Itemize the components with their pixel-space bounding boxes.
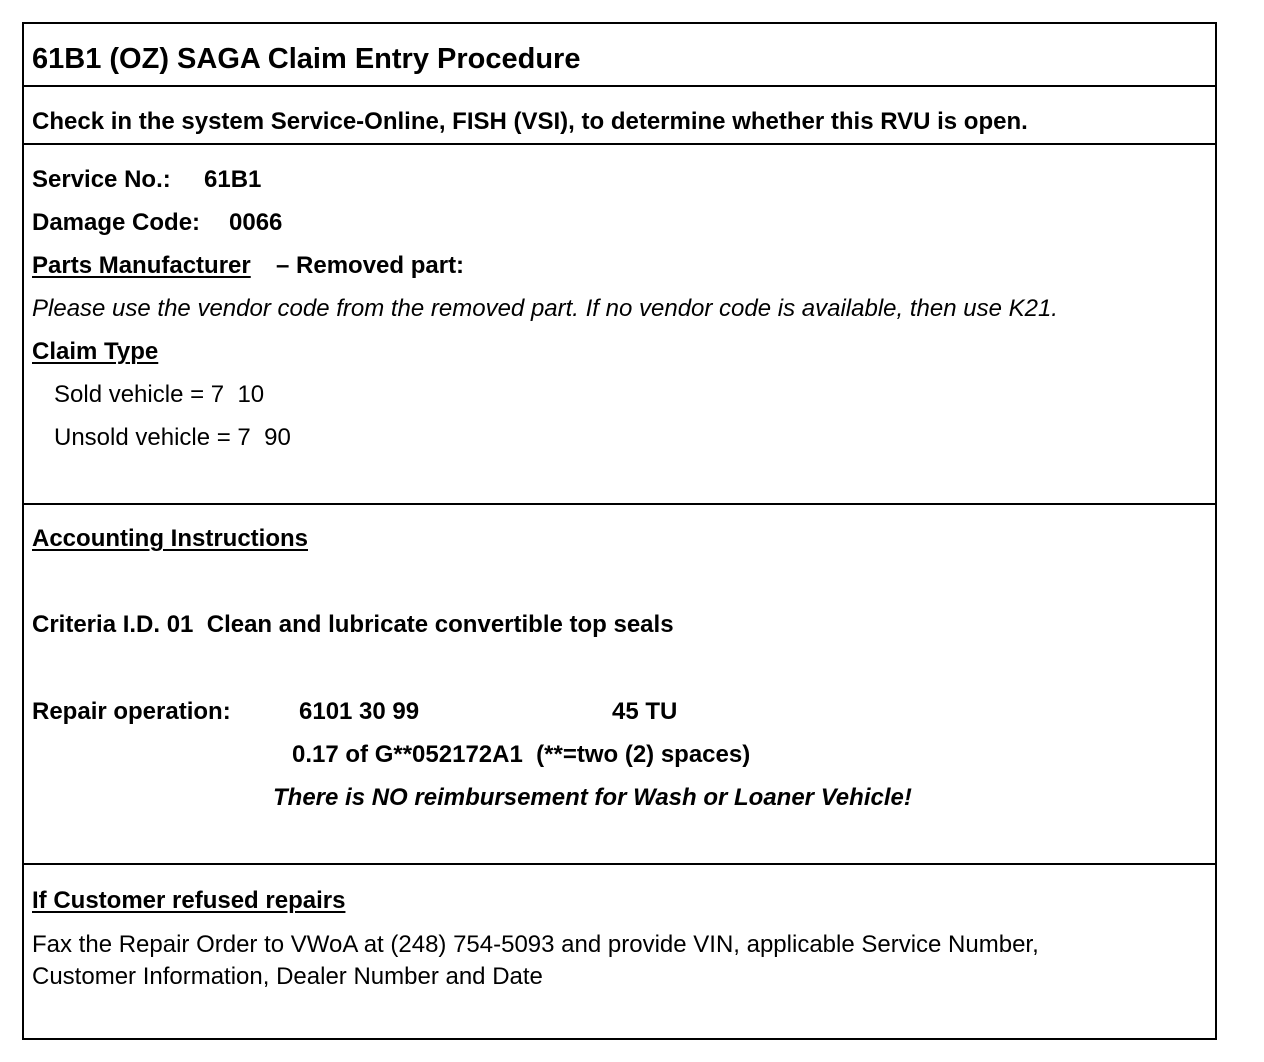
details-row [24, 145, 1215, 505]
refused-row [24, 865, 1215, 1038]
page-title: 61B1 (OZ) SAGA Claim Entry Procedure [32, 43, 581, 75]
repair-operation-tu: 45 TU [612, 698, 678, 725]
damage-code-value: 0066 [229, 209, 283, 236]
parts-manufacturer-suffix: – Removed part: [276, 252, 465, 279]
check-row [24, 87, 1215, 145]
repair-operation-code: 6101 30 99 [299, 698, 420, 725]
damage-code-label: Damage Code: [32, 209, 201, 236]
accounting-heading: Accounting Instructions [32, 525, 308, 552]
refused-heading: If Customer refused repairs [32, 887, 346, 914]
vendor-note: Please use the vendor code from the removed part. If no vendor code is available, then use K21. [32, 295, 1058, 322]
part-number-line: 0.17 of G**052172A1 (**=two (2) spaces) [292, 741, 751, 768]
service-no-label: Service No.: [32, 166, 171, 193]
service-no-value: 61B1 [204, 166, 262, 193]
refused-instruction-line1: Fax the Repair Order to VWoA at (248) 754-5093 and provide VIN, applicable Service Number, [32, 931, 1039, 958]
parts-manufacturer-label: Parts Manufacturer [32, 252, 251, 279]
sold-vehicle-line: Sold vehicle = 7 10 [54, 381, 265, 408]
refused-instruction-line2: Customer Information, Dealer Number and Date [32, 963, 543, 990]
accounting-row [24, 505, 1215, 865]
criteria-line: Criteria I.D. 01 Clean and lubricate convertible top seals [32, 611, 674, 638]
reimbursement-note: There is NO reimbursement for Wash or Loaner Vehicle! [273, 784, 912, 811]
title-row [24, 24, 1215, 87]
check-instruction: Check in the system Service-Online, FISH (VSI), to determine whether this RVU is open. [32, 108, 1028, 135]
repair-operation-label: Repair operation: [32, 698, 231, 725]
claim-procedure-table [22, 22, 1217, 1040]
unsold-vehicle-line: Unsold vehicle = 7 90 [54, 424, 291, 451]
claim-type-heading: Claim Type [32, 338, 159, 365]
